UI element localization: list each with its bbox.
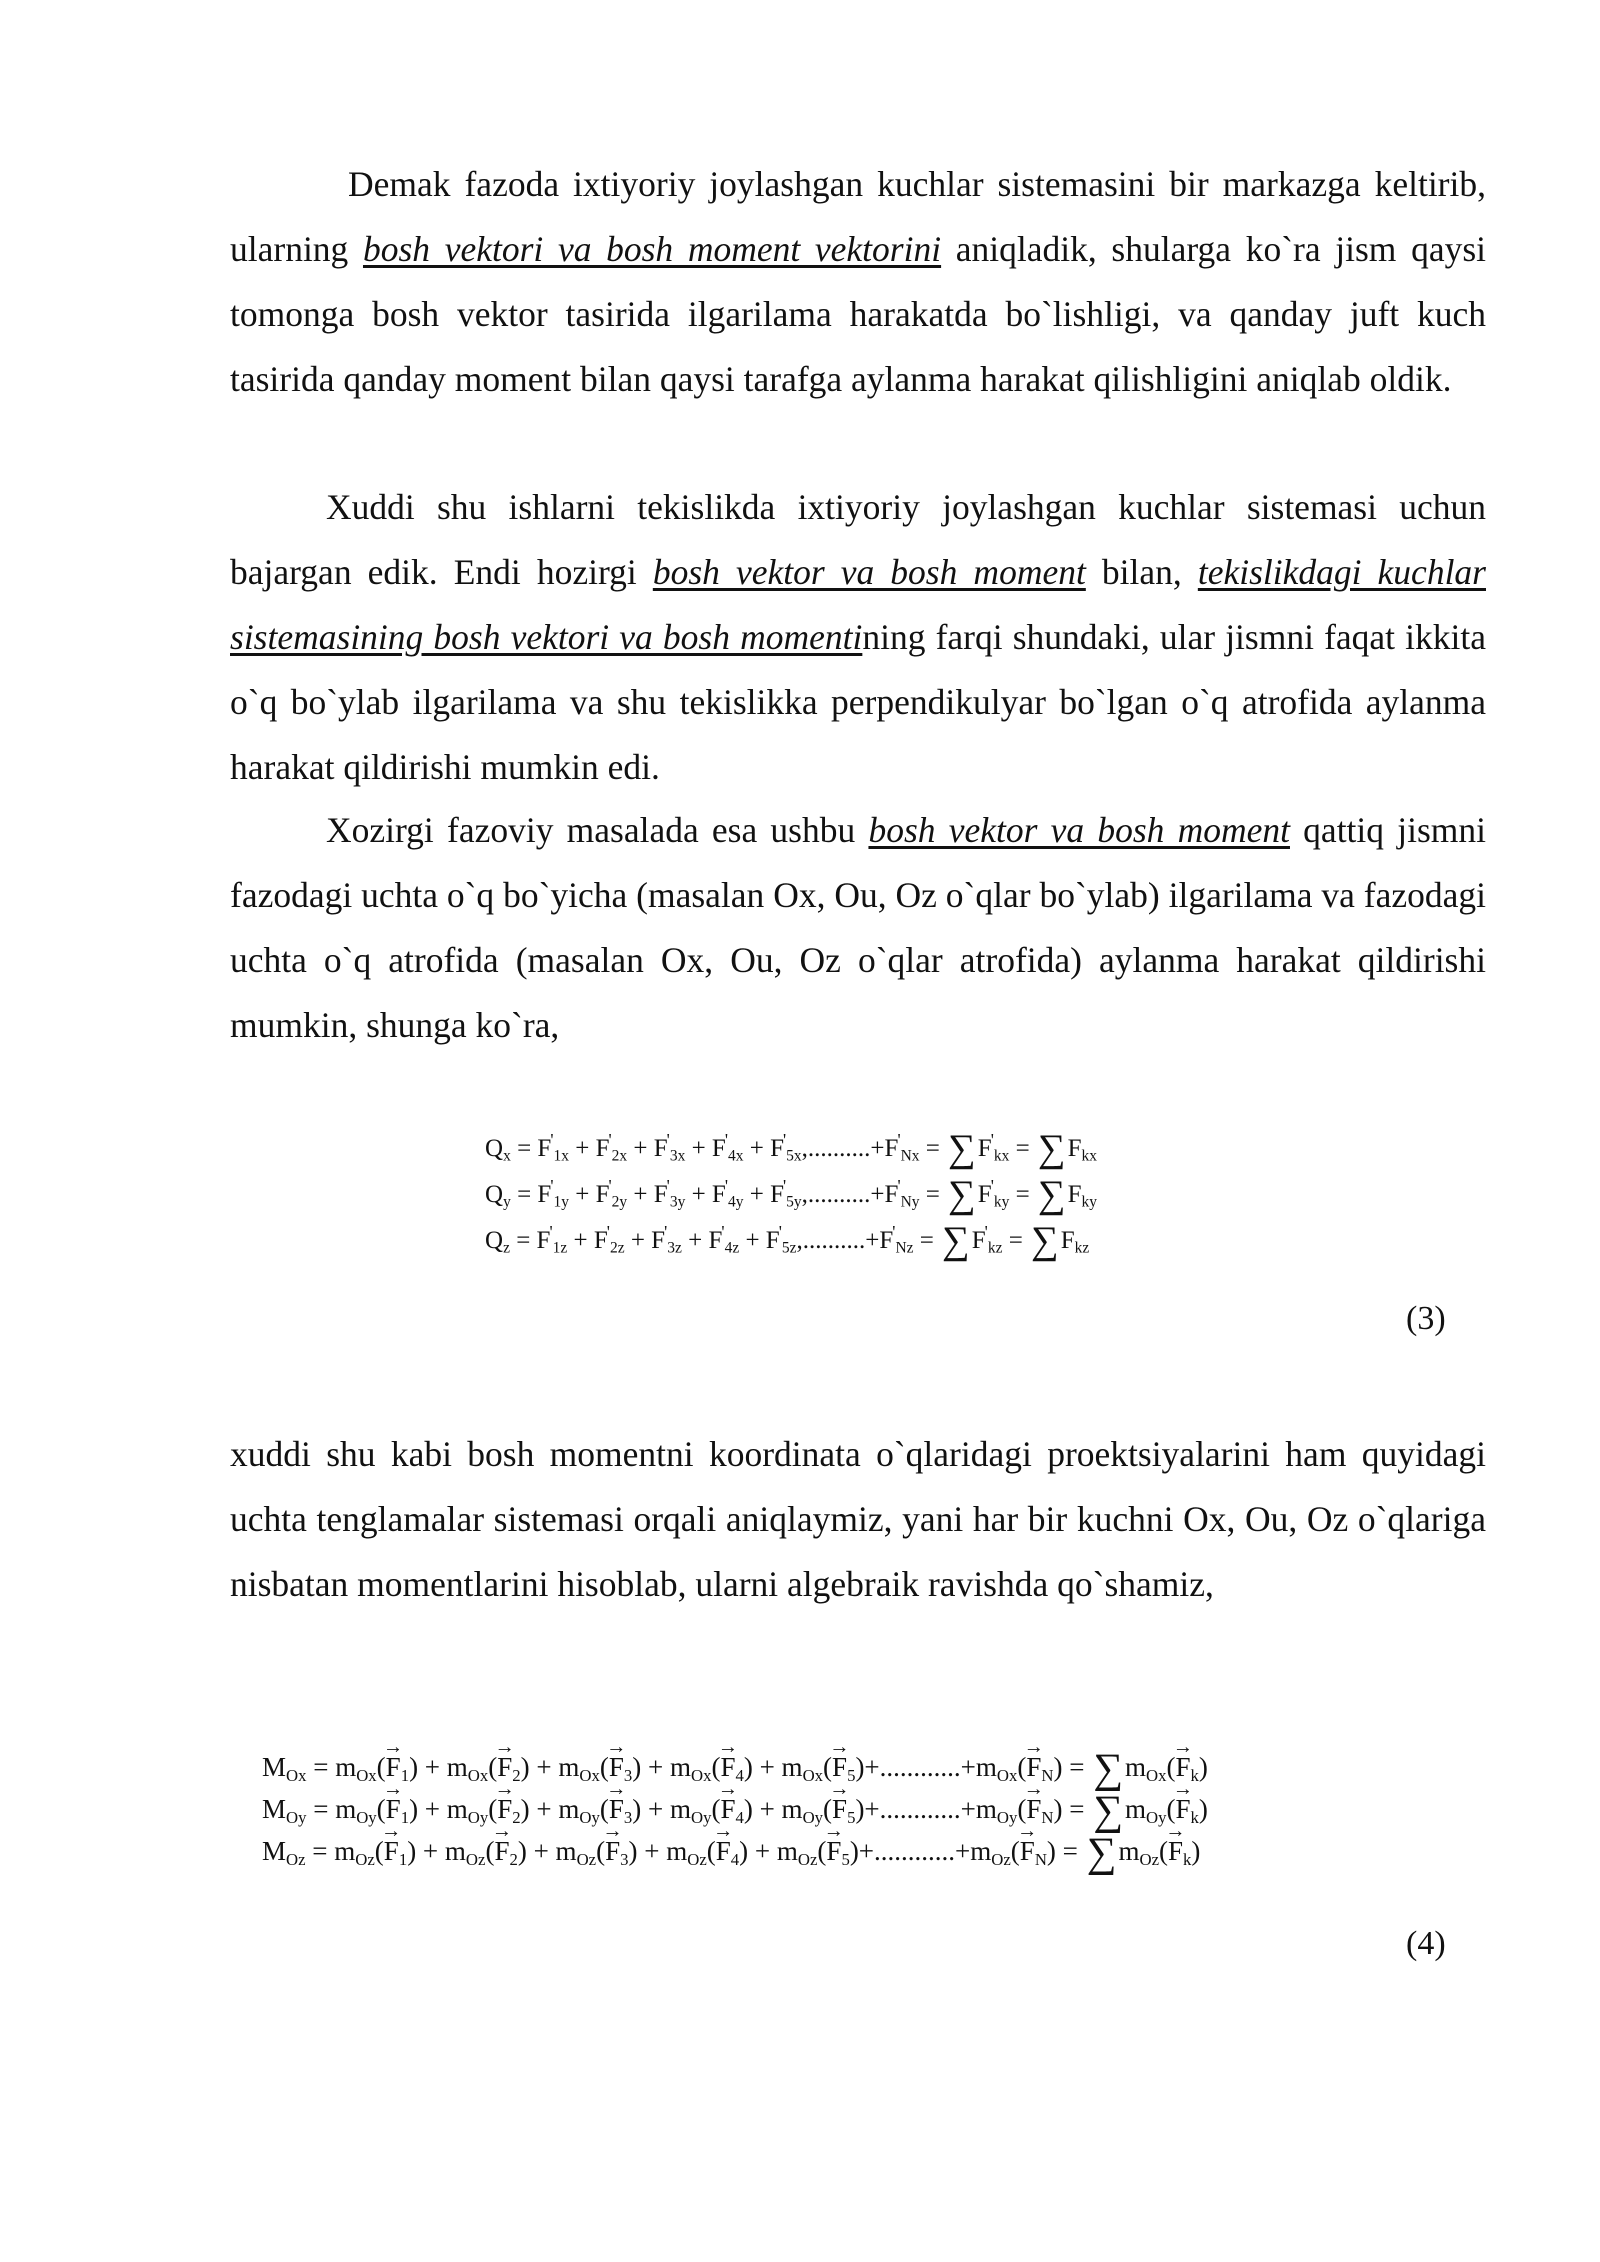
equation-3-number: (3) (1406, 1300, 1446, 1337)
paragraph-1-underlined: bosh vektori va bosh moment vektorini (362, 229, 942, 269)
equation-4-line-oy: $M_{Oy} = m_{Oy}(\to F_1) + m_{Oy}(\to F_2) + m_{Oy}(\to F_3) + m_{Oy}(\to F_4) + m_{Oy}(\to F_5)+............+m_{Oy}(\to F_N) = \sum m_{Oy}(\to F_k)$ (262, 1794, 1208, 1825)
paragraph-2-text: Xuddi shu ishlarni tekislikda ixtiyoriy joylashgan kuchlar sistemasi uchun bajargan edik. Endi hozirgi (230, 487, 1486, 592)
paragraph-2-text-end: ning farqi shundaki, ular jismni faqat ikkita o`q bo`ylab ilgarilama va shu tekislikka perpendikulyar bo`lgan o`q atrofida aylanma harakat qildirishi mumkin edi. (230, 617, 1486, 787)
paragraph-2-text-middle: bilan, (1085, 552, 1198, 592)
paragraph-2-underlined-2: tekislikdagi kuchlar sistemasining bosh vektori va bosh momenti (230, 552, 1486, 657)
paragraph-2-underlined-1: bosh vektor va bosh moment (652, 552, 1086, 592)
equation-3-line-z: $Q_z = F'_{1z} + F'_{2z} + F'_{3z} + F'_{4z} + F'_{5z},..........+F'_{Nz} = \sum F'_{kz} = \sum F_{kz}$ (485, 1219, 1090, 1263)
paragraph-1-text-end: aniqladik, shularga ko`ra jism qaysi tomonga bosh vektor tasirida ilgarilama harakatda bo`lishligi, va qanday juft kuch tasirida qanday moment bilan qaysi tarafga aylanma harakat qilishligini aniqlab oldik. (230, 229, 1487, 399)
paragraph-2 (230, 475, 1486, 800)
paragraph-3-underlined: bosh vektor va bosh moment (868, 810, 1290, 850)
paragraph-4 (230, 1422, 1486, 1617)
equation-4-line-ox: $M_{Ox} = m_{Ox}(\to F_1) + m_{Ox}(\to F_2) + m_{Ox}(\to F_3) + m_{Ox}(\to F_4) + m_{Ox}(\to F_5)+............+m_{Ox}(\to F_N) = \sum m_{Ox}(\to F_k)$ (262, 1752, 1208, 1783)
equation-4-line-oz: $M_{Oz} = m_{Oz}(\to F_1) + m_{Oz}(\to F_2) + m_{Oz}(\to F_3) + m_{Oz}(\to F_4) + m_{Oz}(\to F_5)+............+m_{Oz}(\to F_N) = \sum m_{Oz}(\to F_k)$ (262, 1836, 1200, 1867)
paragraph-1-text: Demak fazoda ixtiyoriy joylashgan kuchlar sistemasini bir markazga keltirib, ularning (230, 164, 1486, 269)
paragraph-1 (230, 152, 1486, 412)
equation-3-line-x: $Q_x = F'_{1x} + F'_{2x} + F'_{3x} + F'_{4x} + F'_{5x},..........+F'_{Nx} = \sum F'_{kx} = \sum F_{kx}$ (485, 1127, 1097, 1171)
equation-4-number: (4) (1406, 1925, 1446, 1962)
paragraph-3-text-end: qattiq jismni fazodagi uchta o`q bo`yicha (masalan Ox, Ou, Oz o`qlar bo`ylab) ilgarilama va fazodagi uchta o`q atrofida (masalan Ox, Ou, Oz o`qlar atrofida) aylanma harakat qildirishi mumkin, shunga ko`ra, (230, 810, 1486, 1045)
paragraph-3-text: Xozirgi fazoviy masalada esa ushbu (326, 810, 869, 850)
paragraph-4-text: xuddi shu kabi bosh momentni koordinata o`qlaridagi proektsiyalarini ham quyidagi uchta tenglamalar sistemasi orqali aniqlaymiz, yani har bir kuchni Ox, Ou, Oz o`qlariga nisbatan momentlarini hisoblab, ularni algebraik ravishda qo`shamiz, (230, 1434, 1486, 1604)
paragraph-3 (230, 798, 1486, 1058)
equation-3-line-y: $Q_y = F'_{1y} + F'_{2y} + F'_{3y} + F'_{4y} + F'_{5y},..........+F'_{Ny} = \sum F'_{ky} = \sum F_{ky}$ (485, 1173, 1097, 1217)
